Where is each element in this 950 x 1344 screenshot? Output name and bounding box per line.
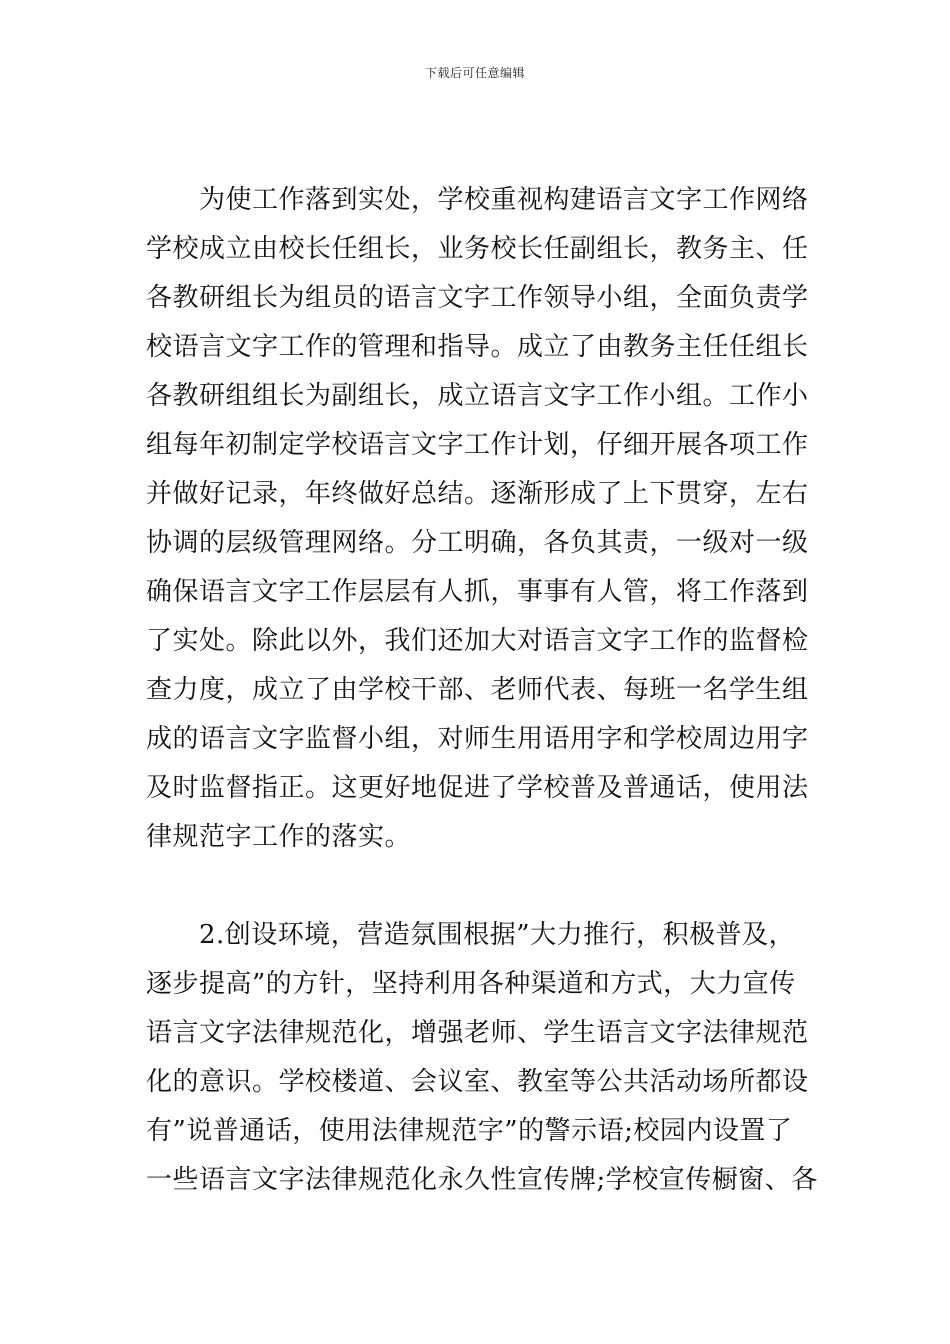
paragraph-line: 及时监督指正。这更好地促进了学校普及普通话，使用法 (146, 773, 809, 803)
paragraph-2 (146, 915, 818, 1209)
paragraph-line: 组每年初制定学校语言文字工作计划，仔细开展各项工作 (146, 430, 809, 460)
paragraph-line: 查力度，成立了由学校干部、老师代表、每班一名学生组 (146, 675, 809, 705)
paragraph-line: 确保语言文字工作层层有人抓，事事有人管，将工作落到 (146, 577, 809, 607)
paragraph-line: 了实处。除此以外，我们还加大对语言文字工作的监督检 (146, 626, 809, 656)
paragraph-line: 语言文字法律规范化，增强老师、学生语言文字法律规范 (146, 1018, 809, 1048)
paragraph-line: 学校成立由校长任组长，业务校长任副组长，教务主、任 (146, 234, 809, 264)
paragraph-line: 并做好记录，年终做好总结。逐渐形成了上下贯穿，左右 (146, 479, 809, 509)
paragraph-line: 各教研组长为组员的语言文字工作领导小组，全面负责学 (146, 283, 809, 313)
paragraph-line: 校语言文字工作的管理和指导。成立了由教务主任任组长 (146, 332, 809, 362)
paragraph-line: 2.创设环境，营造氛围根据”大力推行，积极普及， (146, 920, 796, 950)
paragraph-line: 成的语言文字监督小组，对师生用语用字和学校周边用字 (146, 724, 809, 754)
paragraph-line: 一些语言文字法律规范化永久性宣传牌;学校宣传橱窗、各 (146, 1165, 818, 1195)
paragraph-line: 化的意识。学校楼道、会议室、教室等公共活动场所都设 (146, 1067, 809, 1097)
paragraph-spacer (146, 866, 806, 915)
page-header: 下载后可任意编辑 (424, 66, 525, 80)
paragraph-line: 协调的层级管理网络。分工明确，各负其责，一级对一级 (146, 528, 809, 558)
paragraph-line: 有”说普通话，使用法律规范字”的警示语;校园内设置了 (146, 1116, 793, 1146)
paragraph-line: 逐步提高”的方针，坚持利用各种渠道和方式，大力宣传 (146, 969, 796, 999)
document-body (146, 180, 818, 1209)
paragraph-line: 各教研组组长为副组长，成立语言文字工作小组。工作小 (146, 381, 809, 411)
paragraph-1 (146, 180, 809, 866)
paragraph-line: 律规范字工作的落实。 (146, 822, 412, 852)
paragraph-line: 为使工作落到实处，学校重视构建语言文字工作网络 (146, 185, 809, 215)
